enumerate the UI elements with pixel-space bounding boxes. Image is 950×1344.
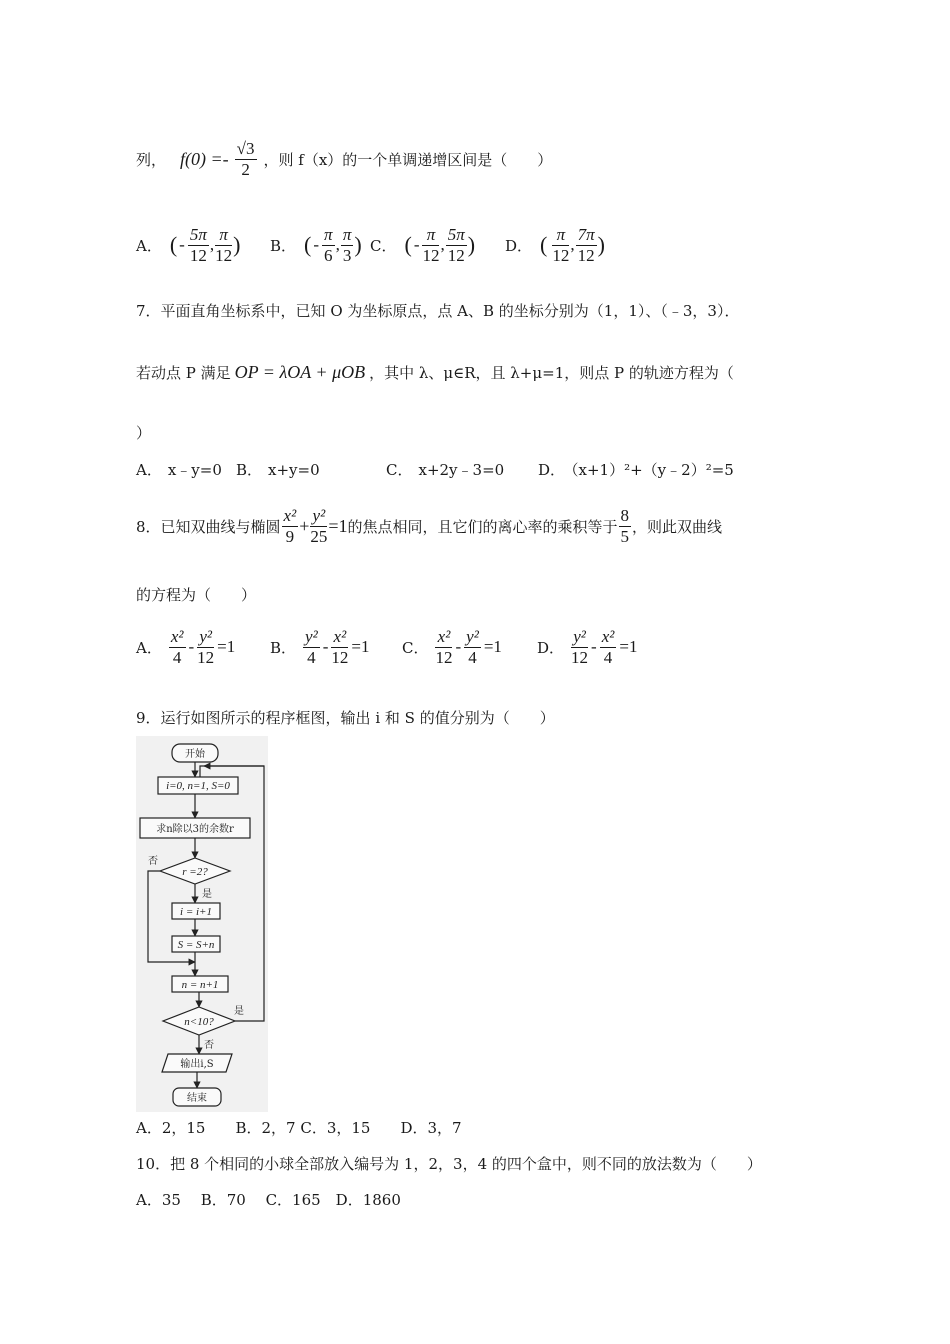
option-label: B．: [236, 461, 263, 479]
q7-vector-formula: OP = λOA + μOB: [234, 362, 366, 382]
open-paren: (: [540, 232, 548, 257]
option-label: D．: [505, 236, 533, 255]
option-label: A．: [136, 461, 162, 479]
q6-suffix: ，则 f（x）的一个单调递增区间是（ ）: [263, 150, 553, 169]
option-frac-1: $\frac{\pi}{6}$: [324, 224, 333, 265]
option-sign: -: [413, 235, 420, 254]
option-frac-2: $\frac{\text{y²}}{4}$: [466, 626, 479, 667]
option-rhs: =1: [619, 637, 638, 656]
q7-line2-suffix: ，其中 λ、μ∈R，且 λ+μ=1，则点 P 的轨迹方程为（: [369, 364, 734, 382]
fc-yes1-label: 是: [202, 889, 212, 900]
close-paren: ): [597, 232, 605, 257]
option-label: B．: [270, 638, 297, 657]
q7-option-a: [136, 459, 222, 480]
q8-prefix: 8．已知双曲线与椭圆: [136, 517, 281, 536]
option-frac-2: $\frac{7\pi}{12}$: [577, 224, 595, 265]
q6-option-b: [270, 220, 362, 270]
fc-inc-i-label: i = i+1: [180, 906, 212, 918]
close-paren: ): [467, 232, 476, 257]
q8-option-d: [537, 622, 637, 672]
option-frac-2: $\frac{\text{y²}}{12}$: [197, 626, 215, 667]
q10-stem: 10．把 8 个相同的小球全部放入编号为 1，2，3，4 的四个盒中，则不同的放法数为（ ）: [136, 1155, 762, 1173]
q8-suffix: ，则此双曲线: [632, 517, 723, 536]
option-label: C．: [386, 461, 413, 479]
close-paren: ): [354, 232, 362, 257]
q7-line1: 7．平面直角坐标系中，已知 O 为坐标原点，点 A、B 的坐标分别为（1，1）、（﹣3，3）．: [136, 302, 740, 320]
option-frac-2: $\frac{\text{x²}}{4}$: [601, 626, 615, 667]
q6-minus: -: [222, 148, 229, 169]
fc-yes2-label: 是: [234, 1006, 244, 1017]
comma: ,: [209, 235, 215, 254]
option-text: x+2y﹣3=0: [418, 461, 505, 479]
comma: ,: [440, 235, 445, 254]
option-text: x﹣y=0: [167, 461, 222, 479]
q6-option-d: [505, 220, 605, 270]
q7-option-b: [236, 459, 320, 480]
option-rhs: =1: [483, 637, 502, 656]
fc-no2-label: 否: [204, 1040, 214, 1051]
comma: ,: [335, 235, 340, 254]
q8-plus: +: [299, 515, 310, 536]
q8-ratio: $\frac{8}{5}$: [620, 505, 630, 546]
open-paren: (: [169, 232, 178, 257]
option-frac-2: $\frac{\text{x²}}{12}$: [331, 626, 349, 667]
option-rhs: =1: [217, 637, 236, 656]
q7-line2-prefix: 若动点 P 满足: [136, 364, 231, 382]
q8-line1: [136, 498, 722, 554]
option-label: D．: [537, 638, 565, 657]
q8-option-a: [136, 622, 235, 672]
q8-ellipse-frac2: $\frac{\text{y²}}{25}$: [310, 505, 328, 546]
option-label: A．: [136, 236, 162, 255]
open-paren: (: [304, 232, 312, 257]
q6-prefix: 列，: [136, 150, 167, 169]
option-sign: -: [313, 235, 320, 254]
q7-line2: [136, 362, 734, 383]
q8-option-c: [402, 622, 502, 672]
option-label: C．: [402, 638, 429, 657]
option-frac-1: $\frac{5\pi}{12}$: [189, 224, 207, 265]
comma: ,: [570, 235, 575, 254]
q8-ellipse-frac1: $\frac{\text{x²}}{9}$: [283, 505, 297, 546]
fc-cond2-label: n<10?: [184, 1016, 214, 1028]
option-label: C．: [370, 236, 397, 255]
fc-output-label: 输出i,S: [180, 1059, 214, 1070]
q6-stem: [136, 134, 552, 184]
q8-option-b: [270, 622, 369, 672]
option-minus: -: [455, 637, 462, 656]
option-text: （x+1）²+（y﹣2）²=5: [571, 461, 734, 479]
fc-acc-s-label: S = S+n: [177, 939, 215, 951]
fc-start-label: 开始: [185, 749, 205, 760]
q8-eq: =1: [328, 515, 348, 536]
q7-option-c: [386, 459, 504, 480]
flowchart-svg: [136, 736, 268, 1112]
q6-option-a: [136, 220, 240, 270]
q6-option-c: [370, 220, 475, 270]
option-label: B．: [270, 236, 297, 255]
program-flowchart: [136, 736, 268, 1112]
option-frac-1: $\frac{\pi}{12}$: [422, 224, 440, 265]
q6-value-fraction: $\frac{√3}{2}$: [236, 138, 255, 179]
q9-stem: 9．运行如图所示的程序框图，输出 i 和 S 的值分别为（ ）: [136, 709, 555, 727]
option-minus: -: [322, 637, 329, 656]
option-text: x+y=0: [268, 461, 320, 479]
option-frac-1: $\frac{\text{y²}}{4}$: [305, 626, 318, 667]
open-paren: (: [404, 232, 412, 257]
option-minus: -: [591, 637, 597, 656]
fc-end-label: 结束: [187, 1093, 207, 1104]
option-rhs: =1: [351, 637, 370, 656]
q7-line3: ）: [136, 424, 152, 442]
option-frac-1: $\frac{\text{y²}}{12}$: [571, 626, 589, 667]
option-frac-2: $\frac{\pi}{3}$: [342, 224, 352, 265]
q8-mid: 的焦点相同，且它们的离心率的乘积等于: [347, 517, 618, 536]
option-frac-1: $\frac{\text{x²}}{4}$: [170, 626, 184, 667]
q10-options: A．35 B．70 C．165 D．1860: [136, 1191, 401, 1209]
fc-no1-label: 否: [148, 856, 158, 867]
q7-option-d: [538, 459, 734, 480]
option-label: A．: [136, 638, 162, 657]
q9-options: A．2，15 B．2，7 C．3，15 D．3，7: [136, 1119, 462, 1137]
option-sign: -: [179, 235, 185, 254]
option-label: D．: [538, 461, 566, 479]
fc-cond1-label: r =2?: [182, 866, 208, 878]
fc-remainder-label: 求n除以3的余数r: [156, 824, 234, 835]
option-minus: -: [188, 637, 195, 656]
close-paren: ): [233, 232, 241, 257]
option-frac-1: $\frac{\pi}{12}$: [552, 224, 570, 265]
q8-line2: 的方程为（ ）: [136, 586, 257, 604]
option-frac-2: $\frac{\pi}{12}$: [215, 224, 233, 265]
fc-inc-n-label: n = n+1: [181, 979, 219, 991]
option-frac-2: $\frac{5\pi}{12}$: [447, 224, 465, 265]
fc-init-label: i=0, n=1, S=0: [166, 780, 230, 792]
q6-lhs: f(0) =: [180, 148, 223, 169]
option-frac-1: $\frac{\text{x²}}{12}$: [435, 626, 453, 667]
